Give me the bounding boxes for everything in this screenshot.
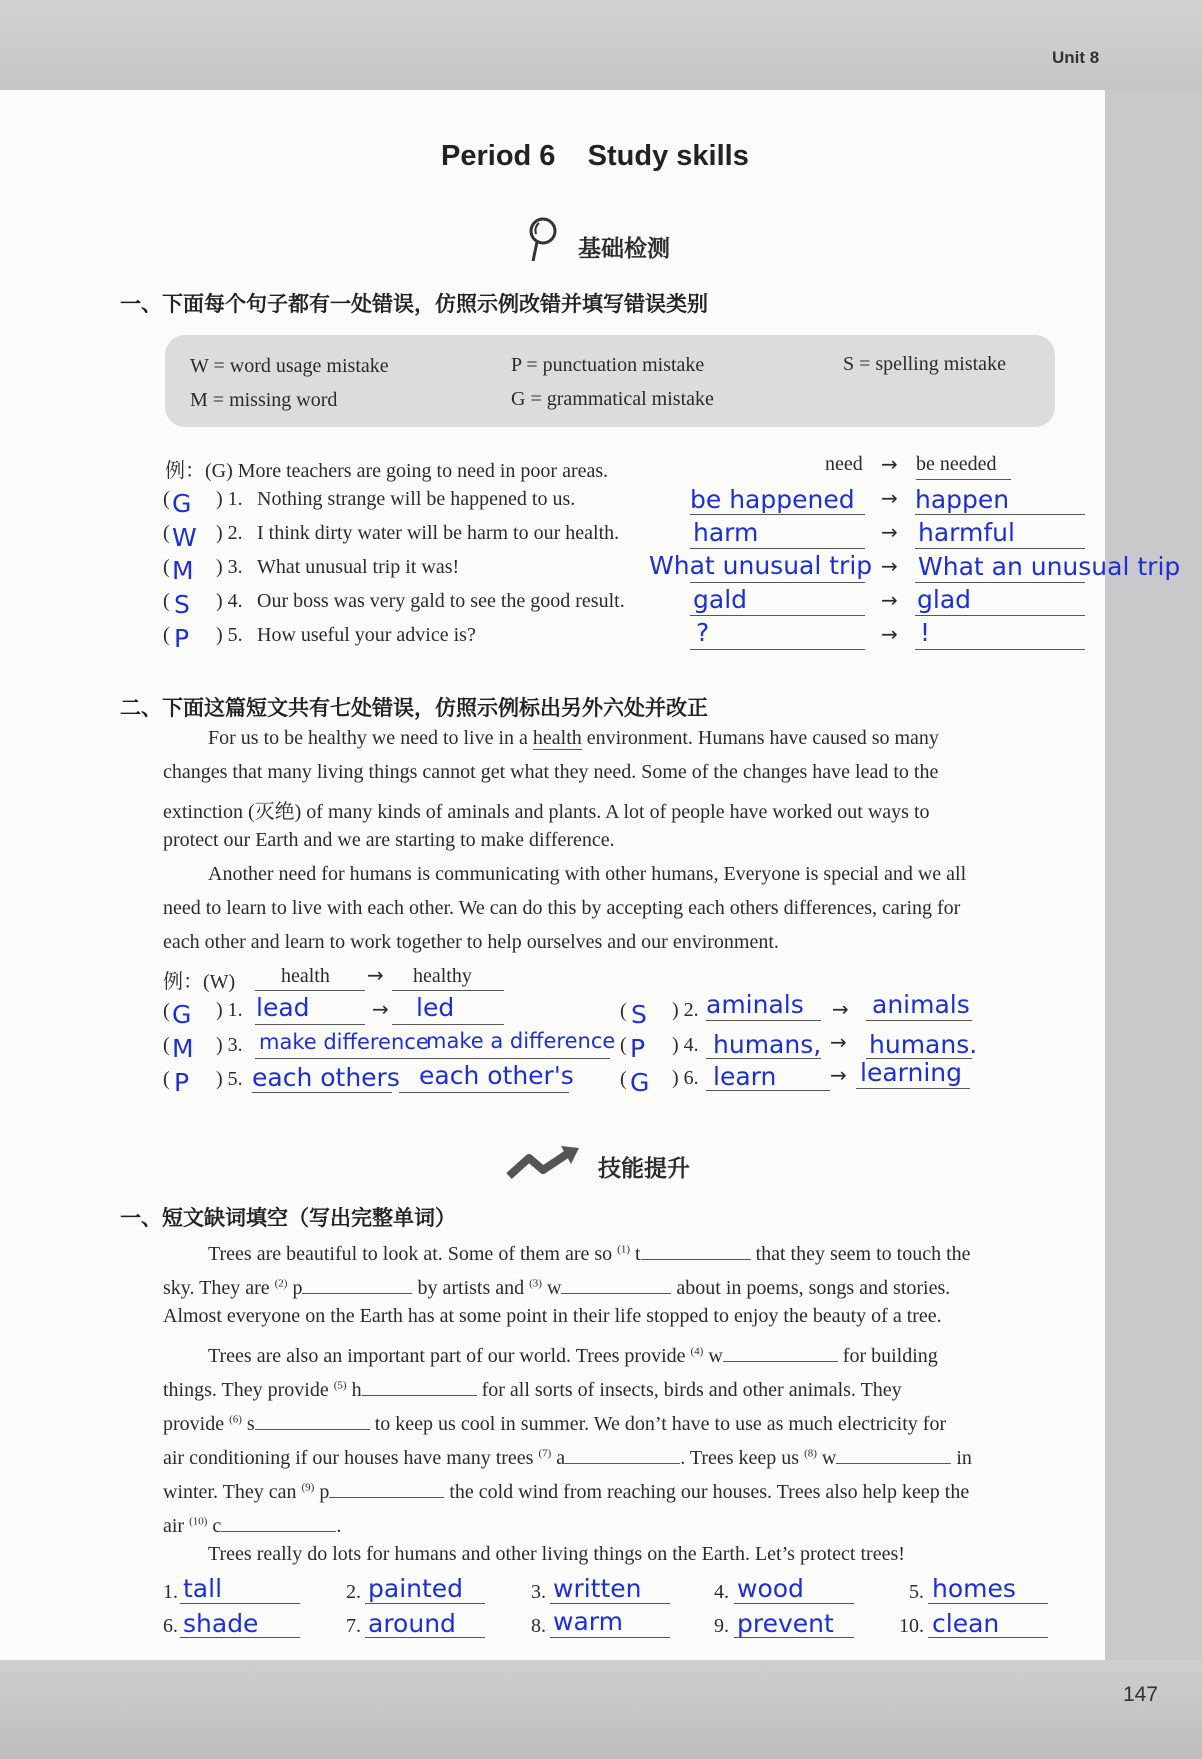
open-paren: (	[163, 624, 170, 646]
answer-line	[365, 1603, 485, 1604]
passage3-line: things. They provide $^{(5)}$ h for all sorts of insects, birds and other animals. They	[163, 1373, 902, 1402]
wrong-answer[interactable]: humans,	[713, 1030, 822, 1059]
fill-answer[interactable]: prevent	[737, 1609, 834, 1638]
page-number: 147	[1123, 1683, 1159, 1706]
correct-answer[interactable]: happen	[915, 485, 1010, 514]
wrong-answer[interactable]: ?	[696, 618, 710, 647]
answer-line	[180, 1603, 300, 1604]
fill-blank[interactable]	[641, 1237, 751, 1260]
wrong-answer[interactable]: learn	[713, 1062, 777, 1091]
answer-line	[255, 1024, 365, 1025]
answer-line	[690, 548, 865, 549]
item-number: ) 2.	[216, 522, 243, 544]
section-basic-title: 基础检测	[578, 236, 670, 262]
fill-blank[interactable]	[836, 1441, 951, 1464]
legend-m: M = missing word	[190, 389, 338, 411]
wrong-answer[interactable]: make difference	[259, 1030, 429, 1054]
answer-line	[915, 615, 1085, 616]
fill-answer[interactable]: written	[553, 1574, 642, 1603]
fill-blank[interactable]	[221, 1509, 336, 1532]
item-number: ) 1.	[216, 488, 243, 510]
error-type-answer[interactable]: P	[630, 1034, 646, 1063]
answer-line	[915, 514, 1085, 515]
error-type-answer[interactable]: P	[174, 1068, 190, 1097]
correct-answer[interactable]: learning	[860, 1058, 962, 1087]
passage2-line: need to learn to live with each other. We can do this by accepting each others differences, caring for	[163, 897, 961, 919]
item-number: ) 3.	[216, 1034, 243, 1056]
answer-number: 4.	[714, 1581, 729, 1603]
item-number: ) 5.	[216, 1068, 243, 1090]
item-sentence: How useful your advice is?	[257, 624, 476, 646]
answer-line	[856, 1088, 970, 1089]
answer-line	[550, 1603, 670, 1604]
part3-heading: 一、短文缺词填空（写出完整单词）	[120, 1206, 456, 1230]
answer-number: 5.	[909, 1581, 924, 1603]
answer-line	[365, 1637, 485, 1638]
answer-line	[734, 1603, 854, 1604]
part1-example-wrong: need	[825, 453, 863, 475]
fill-answer[interactable]: painted	[368, 1574, 464, 1603]
wrong-answer[interactable]: What unusual trip	[649, 551, 873, 580]
arrow-icon: →	[881, 588, 898, 612]
answer-line	[928, 1603, 1048, 1604]
passage2-line: extinction (灭绝) of many kinds of aminals and plants. A lot of people have worked out ways to	[163, 801, 930, 823]
answer-line	[180, 1637, 300, 1638]
error-type-answer[interactable]: W	[172, 523, 197, 552]
passage2-line: protect our Earth and we are starting to make difference.	[163, 829, 615, 851]
error-type-answer[interactable]: M	[172, 1034, 194, 1063]
passage2-line: each other and learn to work together to help ourselves and our environment.	[163, 931, 779, 953]
answer-line	[866, 1020, 972, 1021]
answer-line	[690, 582, 865, 583]
answer-number: 3.	[531, 1581, 546, 1603]
wrong-answer[interactable]: aminals	[706, 990, 804, 1019]
part2-example-label: 例：(W)	[163, 971, 236, 993]
item-number: ) 1.	[216, 999, 243, 1021]
correct-answer[interactable]: led	[416, 993, 455, 1022]
fill-answer[interactable]: clean	[932, 1609, 1000, 1638]
fill-blank[interactable]	[362, 1373, 477, 1396]
fill-answer[interactable]: warm	[553, 1607, 623, 1636]
legend-s: S = spelling mistake	[843, 353, 1006, 375]
item-number: ) 2.	[672, 999, 699, 1021]
open-paren: (	[163, 488, 170, 510]
wrong-answer[interactable]: each others	[252, 1063, 400, 1092]
wrong-answer[interactable]: gald	[693, 585, 748, 614]
correct-answer[interactable]: harmful	[918, 518, 1015, 547]
part2-example-right: healthy	[413, 965, 472, 987]
arrow-icon: →	[367, 963, 384, 987]
part1-example-sentence: 例：(G) More teachers are going to need in poor areas.	[165, 460, 609, 482]
magnifier-icon	[525, 215, 561, 265]
error-type-answer[interactable]: S	[631, 1000, 647, 1029]
answer-number: 7.	[346, 1615, 361, 1637]
item-number: ) 3.	[216, 556, 243, 578]
item-number: ) 4.	[672, 1034, 699, 1056]
item-sentence: What unusual trip it was!	[257, 556, 460, 578]
answer-line	[706, 1058, 821, 1059]
answer-line	[706, 1090, 830, 1091]
wrong-answer[interactable]: harm	[693, 518, 759, 547]
arrow-icon: →	[830, 1063, 847, 1087]
answer-line	[255, 990, 365, 991]
answer-number: 2.	[346, 1581, 361, 1603]
arrow-icon: →	[881, 622, 898, 646]
open-paren: (	[163, 1068, 170, 1090]
fill-blank[interactable]	[723, 1339, 838, 1362]
answer-line	[915, 548, 1085, 549]
answer-line	[915, 649, 1085, 650]
passage3-line: winter. They can $^{(9)}$ p the cold wind from reaching our houses. Trees also help keep the	[163, 1475, 969, 1504]
fill-answer[interactable]: around	[368, 1609, 456, 1638]
part2-example-wrong: health	[281, 965, 330, 987]
passage3-line: Almost everyone on the Earth has at some point in their life stopped to enjoy the beauty of a tree.	[163, 1305, 942, 1327]
wrong-answer[interactable]: be happened	[690, 485, 855, 514]
fill-blank[interactable]	[561, 1271, 671, 1294]
error-type-answer[interactable]: S	[174, 590, 190, 619]
answer-line	[734, 1637, 854, 1638]
page-title: Period 6 Study skills	[441, 140, 749, 172]
fill-answer[interactable]: wood	[737, 1574, 804, 1603]
error-type-answer[interactable]: M	[172, 556, 194, 585]
fill-answer[interactable]: homes	[932, 1574, 1016, 1603]
open-paren: (	[620, 1034, 627, 1056]
answer-line	[392, 990, 504, 991]
open-paren: (	[163, 522, 170, 544]
answer-line	[915, 582, 1085, 583]
underlined-error: health	[532, 727, 582, 749]
error-type-answer[interactable]: P	[174, 624, 190, 653]
item-number: ) 5.	[216, 624, 243, 646]
correct-answer[interactable]: each other's	[419, 1061, 574, 1090]
correct-answer[interactable]: animals	[872, 990, 970, 1019]
legend-g: G = grammatical mistake	[511, 388, 714, 410]
answer-number: 6.	[163, 1615, 178, 1637]
passage2-line: Another need for humans is communicating with other humans, Everyone is special and we all	[208, 863, 967, 885]
passage3-line: Trees are also an important part of our world. Trees provide $^{(4)}$ w for building	[208, 1339, 938, 1368]
correct-answer[interactable]: !	[920, 618, 931, 647]
error-type-answer[interactable]: G	[630, 1068, 650, 1097]
answer-line	[690, 615, 865, 616]
error-type-answer[interactable]: G	[172, 1000, 192, 1029]
bottom-margin	[0, 1660, 1202, 1759]
fill-blank[interactable]	[255, 1407, 370, 1430]
trend-arrow-icon	[505, 1144, 581, 1184]
answer-line	[255, 1058, 610, 1059]
answer-line	[399, 1092, 569, 1093]
item-number: ) 4.	[216, 590, 243, 612]
open-paren: (	[163, 1000, 170, 1022]
arrow-icon: →	[832, 997, 849, 1021]
answer-line	[916, 479, 1011, 480]
fill-blank[interactable]	[302, 1271, 412, 1294]
arrow-icon: →	[881, 554, 898, 578]
part1-heading: 一、下面每个句子都有一处错误，仿照示例改错并填写错误类别	[120, 292, 708, 316]
answer-number: 10.	[899, 1615, 924, 1637]
passage2-line: For us to be healthy we need to live in a health environment. Humans have caused so many	[208, 727, 939, 749]
error-type-answer[interactable]: G	[172, 489, 192, 518]
passage3-line: sky. They are $^{(2)}$ p by artists and $^{(3)}$ w about in poems, songs and stories.	[163, 1271, 950, 1300]
passage2-line: changes that many living things cannot get what they need. Some of the changes have lead to the	[163, 761, 939, 783]
answer-line	[928, 1637, 1048, 1638]
fill-answer[interactable]: tall	[183, 1574, 223, 1603]
passage3-line: Trees are beautiful to look at. Some of them are so $^{(1)}$ t that they seem to touch the	[208, 1237, 971, 1266]
correct-answer[interactable]: make a difference	[426, 1029, 616, 1053]
correct-answer[interactable]: humans.	[869, 1030, 978, 1059]
open-paren: (	[163, 1034, 170, 1056]
item-number: ) 6.	[672, 1067, 699, 1089]
item-sentence: Nothing strange will be happened to us.	[257, 488, 576, 510]
legend-w: W = word usage mistake	[190, 355, 389, 377]
passage3-line: provide $^{(6)}$ s to keep us cool in summer. We don’t have to use as much electricity for	[163, 1407, 946, 1436]
answer-number: 8.	[531, 1615, 546, 1637]
arrow-icon: →	[881, 452, 898, 476]
arrow-icon: →	[881, 486, 898, 510]
fill-answer[interactable]: shade	[183, 1609, 259, 1638]
answer-line	[690, 514, 865, 515]
correct-answer[interactable]: What an unusual trip	[918, 552, 1181, 581]
passage3-line: Trees really do lots for humans and other living things on the Earth. Let’s protect trees!	[208, 1543, 905, 1565]
answer-line	[706, 1020, 821, 1021]
answer-line	[252, 1092, 392, 1093]
top-shadow-strip	[0, 0, 1202, 90]
fill-blank[interactable]	[329, 1475, 444, 1498]
arrow-icon: →	[881, 520, 898, 544]
answer-number: 1.	[163, 1581, 178, 1603]
answer-line	[550, 1637, 670, 1638]
correct-answer[interactable]: glad	[917, 585, 972, 614]
open-paren: (	[163, 556, 170, 578]
open-paren: (	[163, 590, 170, 612]
answer-number: 9.	[714, 1615, 729, 1637]
wrong-answer[interactable]: lead	[256, 993, 310, 1022]
answer-line	[392, 1024, 504, 1025]
legend-p: P = punctuation mistake	[511, 354, 705, 376]
passage3-line: air $^{(10)}$ c .	[163, 1509, 341, 1538]
open-paren: (	[620, 1068, 627, 1090]
item-sentence: Our boss was very gald to see the good result.	[257, 590, 625, 612]
arrow-icon: →	[830, 1030, 847, 1054]
item-sentence: I think dirty water will be harm to our health.	[257, 522, 620, 544]
passage3-line: air conditioning if our houses have many trees $^{(7)}$ a . Trees keep us $^{(8)}$ w in	[163, 1441, 972, 1470]
open-paren: (	[620, 1000, 627, 1022]
fill-blank[interactable]	[565, 1441, 680, 1464]
unit-label: Unit 8	[1052, 48, 1100, 67]
answer-line	[690, 649, 865, 650]
part1-example-right: be needed	[916, 453, 997, 475]
arrow-icon: →	[372, 997, 389, 1021]
legend-box	[165, 335, 1055, 427]
part2-heading: 二、下面这篇短文共有七处错误，仿照示例标出另外六处并改正	[120, 696, 708, 720]
section-skill-title: 技能提升	[598, 1156, 690, 1182]
